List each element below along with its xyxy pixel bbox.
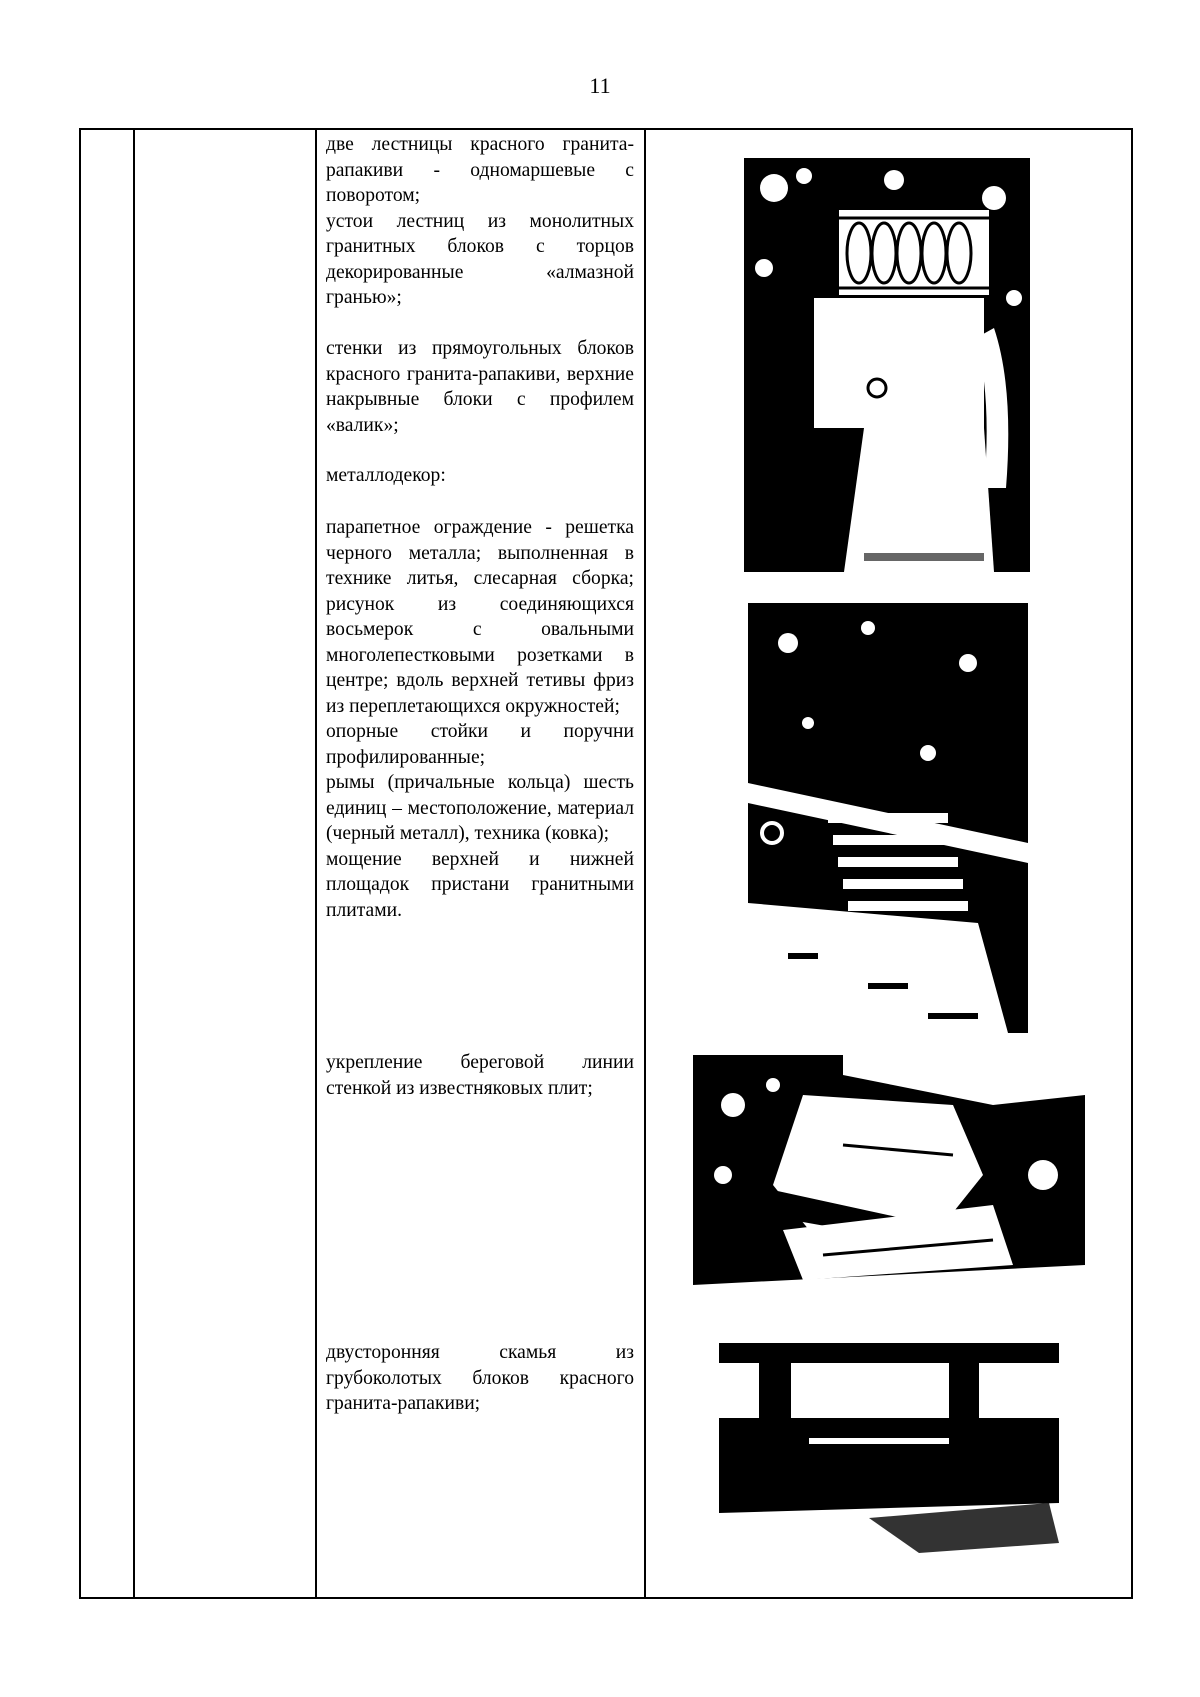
photo-embankment-stairs bbox=[748, 603, 1028, 1033]
description-paragraph: укрепление береговой линии стенкой из известняковых плит; bbox=[326, 1052, 634, 1099]
photo-limestone-wall bbox=[693, 1055, 1085, 1316]
table-bottom-border bbox=[79, 1597, 1133, 1599]
description-paragraph: металлодекор: bbox=[326, 465, 446, 486]
column-divider-1 bbox=[133, 128, 135, 1599]
description-paragraph: двусторонняя скамья из грубоколотых блоков красного гранита-рапакиви; bbox=[326, 1342, 634, 1414]
description-paragraph: мощение верхней и нижней площадок пристани гранитными плитами. bbox=[326, 848, 634, 921]
description-block-shoreline bbox=[326, 1050, 634, 1101]
description-paragraph: рымы (причальные кольца) шесть единиц – местоположение, материал (черный металл), техника (ковка); bbox=[326, 772, 634, 844]
description-block-metal-decor bbox=[326, 515, 634, 923]
description-block-metal-heading bbox=[326, 463, 634, 489]
description-block-stairs bbox=[326, 132, 634, 311]
description-paragraph: стенки из прямоугольных блоков красного гранита-рапакиви, верхние накрывные блоки с профилем «валик»; bbox=[326, 338, 634, 436]
table-left-border bbox=[79, 128, 81, 1599]
column-divider-3 bbox=[644, 128, 646, 1599]
description-block-walls bbox=[326, 336, 634, 438]
description-paragraph: парапетное ограждение - решетка черного металла; выполненная в технике литья, слесарная сборка; рисунок из соединяющихся восьмерок с овальными многолепестковыми розетками в центре; вдоль верхней тетивы фриз из переплетающихся окружностей; bbox=[326, 517, 634, 717]
table-top-border bbox=[79, 128, 1133, 130]
description-paragraph: две лестницы красного гранита-рапакиви - одномаршевые с поворотом; bbox=[326, 134, 634, 206]
description-paragraph: устои лестниц из монолитных гранитных блоков с торцов декорированные «алмазной гранью»; bbox=[326, 210, 634, 308]
description-block-bench bbox=[326, 1340, 634, 1417]
table-right-border bbox=[1131, 128, 1133, 1599]
description-paragraph: опорные стойки и поручни профилированные; bbox=[326, 721, 634, 768]
photo-granite-bench bbox=[719, 1343, 1059, 1571]
column-divider-2 bbox=[315, 128, 317, 1599]
photo-staircase-railing bbox=[744, 158, 1030, 572]
page-number: 11 bbox=[589, 73, 611, 98]
